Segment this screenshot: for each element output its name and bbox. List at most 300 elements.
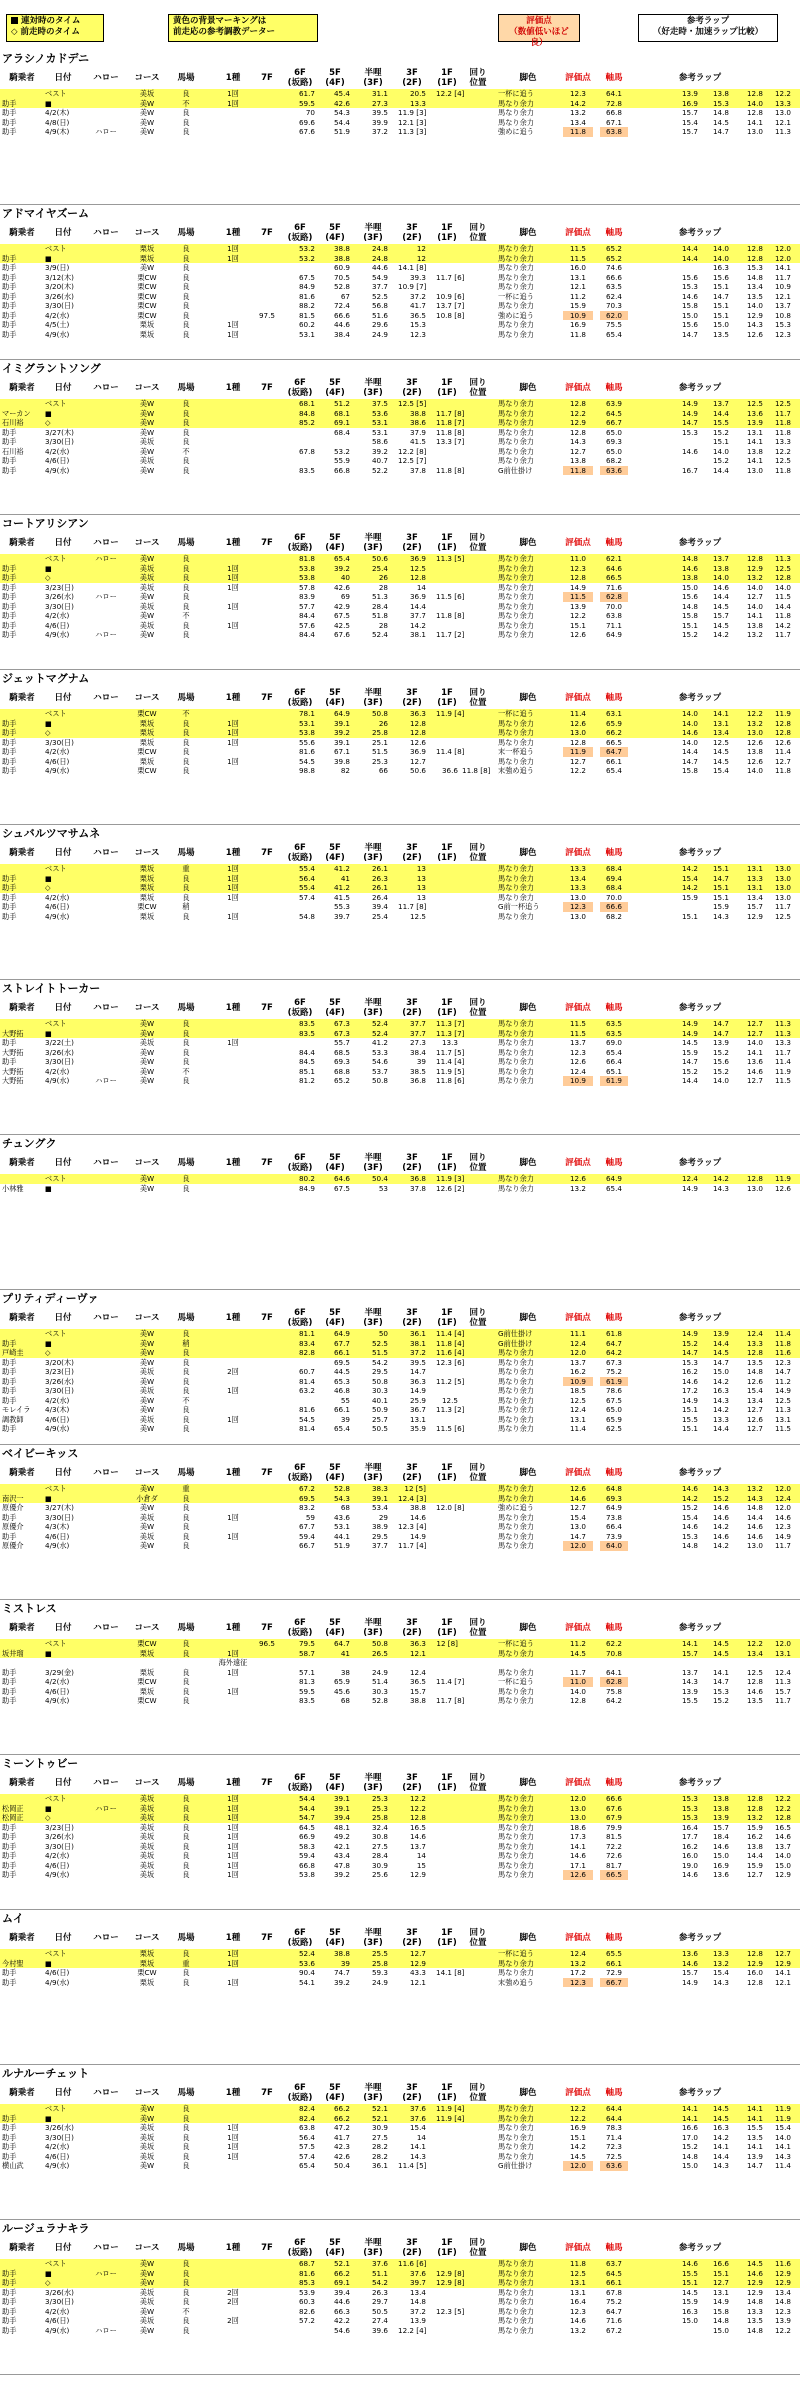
cell-lap3: 14.6 bbox=[746, 2268, 763, 2278]
col-pos-b: 位置 bbox=[469, 1318, 487, 1328]
cell-lap1: 14.0 bbox=[681, 737, 698, 747]
cell-f3: 12.4 [3] bbox=[398, 1493, 427, 1503]
cell-halfmile: 27.5 bbox=[371, 1841, 388, 1851]
cell-lap2: 14.5 bbox=[712, 747, 729, 756]
cell-foot: 馬なり余力 bbox=[498, 592, 534, 601]
cell-lap3: 13.8 bbox=[746, 1841, 763, 1851]
cell-eval: 11.8 bbox=[563, 466, 593, 476]
cell-jiku: 72.8 bbox=[605, 98, 622, 108]
workout-row bbox=[0, 1959, 800, 1969]
cell-foot: 馬なり余力 bbox=[498, 1424, 534, 1433]
cell-foot: 馬なり余力 bbox=[498, 911, 534, 921]
col-5f bbox=[320, 1153, 350, 1173]
cell-jockey: 大野拓 bbox=[2, 1066, 24, 1076]
cell-eval: 16.2 bbox=[569, 1367, 586, 1376]
cell-lap2: 14.3 bbox=[712, 1395, 729, 1405]
cell-lap3: 14.0 bbox=[746, 1038, 763, 1047]
cell-eval: 12.2 bbox=[569, 2104, 586, 2113]
col-jockey: 騎乗者 bbox=[9, 2243, 35, 2253]
cell-f3: 41.5 bbox=[409, 437, 426, 446]
cell-lap2: 14.3 bbox=[712, 1484, 729, 1493]
cell-course: 栗坂 bbox=[139, 1958, 155, 1968]
legend-note-line2: 前走応の参考調教データー bbox=[173, 27, 276, 37]
cell-jockey: 助手 bbox=[2, 1696, 17, 1705]
cell-baba: 重 bbox=[182, 864, 190, 873]
cell-course: 美W bbox=[139, 399, 155, 408]
cell-baba: 良 bbox=[182, 2325, 190, 2335]
col-jiku: 軸馬 bbox=[605, 2243, 623, 2253]
cell-f5: 65.4 bbox=[333, 554, 350, 563]
col-pos-a: 回り bbox=[469, 68, 487, 78]
col-5f-a: 5F bbox=[329, 1308, 341, 1318]
workout-row bbox=[0, 1029, 800, 1039]
cell-lap3: 13.5 bbox=[746, 2132, 763, 2142]
col-pos-a: 回り bbox=[469, 223, 487, 233]
cell-f5: 68.1 bbox=[333, 408, 350, 418]
cell-one-h: 2回 bbox=[227, 2287, 239, 2297]
cell-lap4: 12.1 bbox=[774, 117, 791, 127]
cell-lap2: 14.2 bbox=[712, 1174, 729, 1183]
cell-lap1: 14.8 bbox=[681, 601, 698, 611]
workout-row bbox=[0, 2269, 800, 2279]
column-header bbox=[0, 377, 800, 399]
cell-lap1: 14.1 bbox=[681, 1639, 698, 1648]
cell-course: 美W bbox=[139, 1357, 155, 1367]
cell-lap1: 14.7 bbox=[681, 1348, 698, 1357]
cell-hurdle: ハロー bbox=[95, 1803, 117, 1813]
cell-eval: 12.0 bbox=[563, 1541, 593, 1551]
cell-course: 美W bbox=[139, 1076, 155, 1085]
cell-halfmile: 37.7 bbox=[371, 282, 388, 291]
cell-foot: 馬なり余力 bbox=[498, 2325, 534, 2335]
horse-name: ルージュラナキラ bbox=[2, 2222, 90, 2235]
col-1h: 1種 bbox=[225, 73, 241, 83]
horse-block-4 bbox=[0, 515, 800, 670]
cell-f6: 59.5 bbox=[298, 1686, 315, 1696]
cell-f3: 37.8 bbox=[409, 1183, 426, 1193]
cell-halfmile: 56.8 bbox=[371, 301, 388, 310]
cell-f5: 45.4 bbox=[333, 89, 350, 98]
horse-name: ベイビーキッス bbox=[2, 1447, 79, 1460]
cell-course: 美坂 bbox=[139, 582, 155, 592]
col-eval: 評価点 bbox=[565, 1158, 591, 1168]
cell-f6: 83.5 bbox=[298, 465, 315, 475]
col-baba: 馬場 bbox=[177, 848, 195, 858]
col-6f-a: 6F bbox=[294, 2238, 306, 2248]
col-3f-b: (2F) bbox=[402, 1473, 422, 1483]
cell-halfmile: 40.1 bbox=[371, 1395, 388, 1405]
cell-lap4: 14.6 bbox=[774, 1832, 791, 1841]
cell-jockey: 助手 bbox=[2, 320, 17, 329]
cell-lap1: 15.2 bbox=[681, 2142, 698, 2151]
cell-f3: 10.9 [7] bbox=[398, 282, 427, 291]
cell-lap1: 14.6 bbox=[681, 563, 698, 573]
cell-f3: 37.9 bbox=[409, 427, 426, 437]
workout-row bbox=[0, 330, 800, 340]
cell-f6: 68.7 bbox=[298, 2259, 315, 2268]
cell-f6: 83.9 bbox=[298, 592, 315, 601]
cell-lap3: 14.4 bbox=[746, 1851, 763, 1860]
cell-jiku: 63.6 bbox=[600, 466, 628, 476]
cell-foot: 馬なり余力 bbox=[498, 1832, 534, 1841]
cell-lap2: 14.6 bbox=[712, 1512, 729, 1522]
cell-jiku: 66.6 bbox=[600, 902, 628, 912]
cell-course: 栗坂 bbox=[139, 1648, 155, 1658]
cell-jiku: 75.5 bbox=[605, 320, 622, 329]
col-5f-b: (4F) bbox=[325, 78, 345, 88]
cell-date: ベスト bbox=[45, 1949, 67, 1958]
cell-lap4: 11.8 bbox=[774, 427, 791, 437]
cell-f1: 12.2 [4] bbox=[436, 89, 465, 98]
col-pos-b: 位置 bbox=[469, 2248, 487, 2258]
cell-lap1: 15.6 bbox=[681, 592, 698, 601]
cell-date: ベスト bbox=[45, 554, 67, 563]
cell-baba: 良 bbox=[182, 554, 190, 563]
cell-course: 美W bbox=[139, 1405, 155, 1414]
cell-f6: 53.8 bbox=[298, 563, 315, 573]
cell-jockey: 助手 bbox=[2, 630, 17, 639]
cell-f5: 64.7 bbox=[333, 1639, 350, 1648]
cell-lap2: 15.1 bbox=[712, 301, 729, 310]
cell-jockey: 助手 bbox=[2, 902, 17, 911]
cell-eval: 12.3 bbox=[569, 1047, 586, 1057]
cell-f1: 11.3 [7] bbox=[436, 1019, 465, 1028]
cell-course: 美W bbox=[139, 611, 155, 620]
cell-lap2: 14.4 bbox=[712, 1338, 729, 1348]
col-6f-a: 6F bbox=[294, 378, 306, 388]
cell-f6: 57.7 bbox=[298, 601, 315, 611]
cell-f6: 59.5 bbox=[298, 98, 315, 108]
cell-halfmile: 52.5 bbox=[371, 291, 388, 301]
cell-f6: 53.8 bbox=[298, 573, 315, 582]
cell-f3: 15.3 bbox=[409, 320, 426, 329]
cell-course: 栗坂 bbox=[139, 873, 155, 883]
cell-one-h: 1回 bbox=[227, 2123, 239, 2132]
cell-date: ◇ bbox=[45, 573, 51, 582]
cell-lap1: 16.3 bbox=[681, 2306, 698, 2316]
cell-halfmile: 40.7 bbox=[371, 456, 388, 465]
cell-lap4: 12.7 bbox=[774, 756, 791, 766]
cell-baba: 良 bbox=[182, 1522, 190, 1531]
cell-jockey: 助手 bbox=[2, 563, 17, 573]
cell-date: 4/9(水) bbox=[45, 911, 70, 921]
cell-lap3: 12.8 bbox=[746, 1677, 763, 1686]
legend-lap-line1: 参考ラップ bbox=[686, 16, 730, 26]
cell-lap1: 16.9 bbox=[681, 98, 698, 108]
cell-jiku: 65.0 bbox=[605, 1405, 622, 1414]
cell-f5: 54.6 bbox=[333, 2325, 350, 2335]
col-jockey: 騎乗者 bbox=[9, 2088, 35, 2098]
workout-row bbox=[0, 728, 800, 738]
cell-halfmile: 27.5 bbox=[371, 2132, 388, 2142]
cell-jiku: 68.4 bbox=[605, 883, 622, 892]
cell-lap4: 12.2 bbox=[774, 1794, 791, 1803]
cell-foot: 馬なり余力 bbox=[498, 282, 534, 291]
col-6f-b: (坂路) bbox=[287, 853, 313, 863]
col-1f-a: 1F bbox=[441, 68, 453, 78]
workout-row bbox=[0, 1067, 800, 1077]
cell-eval: 15.9 bbox=[569, 301, 586, 310]
cell-jiku: 66.7 bbox=[605, 418, 622, 427]
col-1f-a: 1F bbox=[441, 1928, 453, 1938]
cell-course: 美W bbox=[139, 1338, 155, 1348]
cell-f5: 69.3 bbox=[333, 1057, 350, 1066]
col-5f bbox=[320, 1773, 350, 1793]
cell-eval: 13.0 bbox=[569, 1813, 586, 1822]
col-5f bbox=[320, 843, 350, 863]
cell-jiku: 81.5 bbox=[605, 1832, 622, 1841]
col-7f: 7F bbox=[261, 1933, 273, 1943]
cell-jockey: 助手 bbox=[2, 2132, 17, 2142]
cell-baba: 良 bbox=[182, 408, 190, 418]
cell-halfmile: 30.9 bbox=[371, 1860, 388, 1870]
cell-halfmile: 54.2 bbox=[371, 2278, 388, 2287]
col-pos bbox=[462, 1618, 494, 1638]
col-foot: 脚色 bbox=[519, 538, 537, 548]
cell-course: 美W bbox=[139, 1503, 155, 1512]
cell-f3: 39 bbox=[416, 1057, 426, 1066]
cell-f5: 74.7 bbox=[333, 1968, 350, 1977]
col-5f-a: 5F bbox=[329, 1773, 341, 1783]
col-baba: 馬場 bbox=[177, 228, 195, 238]
cell-lap3: 12.9 bbox=[746, 1958, 763, 1968]
cell-foot: 馬なり余力 bbox=[498, 98, 534, 108]
col-3f bbox=[398, 1308, 426, 1328]
col-halfmile bbox=[358, 533, 388, 553]
cell-lap3: 13.9 bbox=[746, 2151, 763, 2161]
cell-halfmile: 24.9 bbox=[371, 1977, 388, 1987]
cell-lap2: 14.2 bbox=[712, 1522, 729, 1531]
horse-name: シュバルツマサムネ bbox=[2, 827, 101, 840]
cell-jiku: 75.2 bbox=[605, 1367, 622, 1376]
cell-jiku: 74.6 bbox=[605, 263, 622, 272]
cell-f3: 12.1 bbox=[409, 1977, 426, 1987]
cell-course: 美W bbox=[139, 1395, 155, 1405]
cell-course: 美坂 bbox=[139, 1841, 155, 1851]
col-6f bbox=[285, 378, 315, 398]
col-date: 日付 bbox=[54, 848, 72, 858]
cell-f3: 36.3 bbox=[409, 1639, 426, 1648]
cell-halfmile: 53.1 bbox=[371, 427, 388, 437]
cell-lap1: 15.2 bbox=[681, 630, 698, 639]
col-1h: 1種 bbox=[225, 538, 241, 548]
cell-date: ベスト bbox=[45, 1019, 67, 1028]
cell-foot: 馬なり余力 bbox=[498, 1376, 534, 1386]
cell-foot: 馬なり余力 bbox=[498, 2259, 534, 2268]
cell-lap2: 15.2 bbox=[712, 456, 729, 465]
cell-f5: 38.8 bbox=[333, 244, 350, 253]
col-hurdle: ハロー bbox=[93, 228, 119, 238]
col-pos-a: 回り bbox=[469, 688, 487, 698]
cell-date: 3/30(日) bbox=[45, 301, 74, 310]
cell-f6: 69.6 bbox=[298, 117, 315, 127]
cell-f3: 12.8 bbox=[409, 1813, 426, 1822]
cell-foot: 馬なり余力 bbox=[498, 1522, 534, 1531]
cell-f3: 12.8 bbox=[409, 728, 426, 737]
cell-jockey: 助手 bbox=[2, 437, 17, 446]
workout-row bbox=[0, 428, 800, 438]
cell-jiku: 63.5 bbox=[605, 1019, 622, 1028]
cell-foot: 強めに追う bbox=[498, 310, 534, 320]
cell-f3: 11.3 [3] bbox=[398, 127, 427, 136]
col-5f bbox=[320, 1463, 350, 1483]
col-7f: 7F bbox=[261, 2243, 273, 2253]
col-pos bbox=[462, 998, 494, 1018]
cell-course: 美坂 bbox=[139, 1414, 155, 1424]
cell-f1: 36.6 bbox=[441, 766, 458, 775]
cell-date: 4/9(水) bbox=[45, 630, 70, 639]
cell-jockey: 助手 bbox=[2, 2268, 17, 2278]
col-hurdle: ハロー bbox=[93, 1468, 119, 1478]
cell-lap2: 14.0 bbox=[712, 253, 729, 263]
cell-halfmile: 54.6 bbox=[371, 1057, 388, 1066]
cell-f5: 39.1 bbox=[333, 1794, 350, 1803]
col-course: コース bbox=[134, 1158, 160, 1168]
cell-f1: 11.5 [6] bbox=[436, 592, 465, 601]
cell-f3: 14.9 bbox=[409, 1531, 426, 1541]
cell-halfmile: 26.5 bbox=[371, 1648, 388, 1658]
cell-lap3: 12.8 bbox=[746, 89, 763, 98]
workout-rows bbox=[0, 244, 800, 339]
col-5f-a: 5F bbox=[329, 533, 341, 543]
col-3f bbox=[398, 1928, 426, 1948]
cell-lap4: 12.0 bbox=[774, 244, 791, 253]
cell-lap1: 13.6 bbox=[681, 1949, 698, 1958]
cell-eval: 14.9 bbox=[569, 582, 586, 592]
col-course: コース bbox=[134, 1778, 160, 1788]
col-5f-a: 5F bbox=[329, 2238, 341, 2248]
cell-one-h: 1回 bbox=[227, 573, 239, 582]
cell-lap4: 14.3 bbox=[774, 2151, 791, 2161]
col-1f bbox=[436, 1928, 458, 1948]
col-jiku: 軸馬 bbox=[605, 1468, 623, 1478]
cell-f3: 12 [5] bbox=[404, 1484, 426, 1493]
cell-lap4: 11.3 bbox=[774, 554, 791, 563]
col-7f: 7F bbox=[261, 1623, 273, 1633]
col-1h: 1種 bbox=[225, 1933, 241, 1943]
col-hm-b: (3F) bbox=[363, 853, 383, 863]
cell-eval: 18.5 bbox=[569, 1386, 586, 1395]
cell-f7: 97.5 bbox=[258, 310, 275, 320]
workout-row bbox=[0, 1076, 800, 1086]
col-pos-b: 位置 bbox=[469, 388, 487, 398]
col-date: 日付 bbox=[54, 383, 72, 393]
cell-eval: 13.0 bbox=[569, 1522, 586, 1531]
cell-one-h: 2回 bbox=[227, 2297, 239, 2306]
cell-lap4: 14.4 bbox=[774, 601, 791, 611]
col-7f: 7F bbox=[261, 1158, 273, 1168]
cell-eval: 13.4 bbox=[569, 117, 586, 127]
col-1f-a: 1F bbox=[441, 533, 453, 543]
cell-lap3: 16.0 bbox=[746, 1968, 763, 1977]
cell-eval: 13.7 bbox=[569, 1038, 586, 1047]
cell-jockey: 大野拓 bbox=[2, 1047, 24, 1057]
col-course: コース bbox=[134, 1313, 160, 1323]
col-3f-b: (2F) bbox=[402, 233, 422, 243]
cell-halfmile: 50.5 bbox=[371, 2306, 388, 2316]
cell-foot: 馬なり余力 bbox=[498, 611, 534, 620]
horse-name: ジェットマグナム bbox=[2, 672, 90, 685]
cell-foot: 馬なり余力 bbox=[498, 418, 534, 427]
cell-one-h: 1回 bbox=[227, 1949, 239, 1958]
col-hm-a: 半哩 bbox=[364, 1153, 382, 1163]
cell-lap1: 15.5 bbox=[681, 1414, 698, 1424]
col-1f-a: 1F bbox=[441, 223, 453, 233]
cell-lap1: 14.6 bbox=[681, 1484, 698, 1493]
cell-f5: 47.8 bbox=[333, 1860, 350, 1870]
cell-halfmile: 53.3 bbox=[371, 1047, 388, 1057]
cell-f6: 53.2 bbox=[298, 244, 315, 253]
col-6f bbox=[285, 2238, 315, 2258]
cell-lap3: 12.7 bbox=[746, 1870, 763, 1879]
col-1f-a: 1F bbox=[441, 1773, 453, 1783]
cell-halfmile: 24.9 bbox=[371, 329, 388, 339]
cell-f3: 37.6 bbox=[409, 2268, 426, 2278]
cell-f3: 20.5 bbox=[409, 89, 426, 98]
horse-block-1 bbox=[0, 50, 800, 205]
cell-course: 美W bbox=[139, 2278, 155, 2287]
cell-foot: 馬なり余力 bbox=[498, 446, 534, 456]
cell-foot: 馬なり余力 bbox=[498, 601, 534, 611]
cell-eval: 14.2 bbox=[569, 2142, 586, 2151]
cell-eval: 13.0 bbox=[569, 892, 586, 902]
cell-f6: 66.9 bbox=[298, 1832, 315, 1841]
cell-f5: 38.4 bbox=[333, 329, 350, 339]
cell-date: ベスト bbox=[45, 244, 67, 253]
cell-lap2: 14.5 bbox=[712, 620, 729, 630]
cell-f1: 11.9 [4] bbox=[436, 2113, 465, 2123]
workout-row bbox=[0, 2259, 800, 2269]
cell-one-h: 1回 bbox=[227, 892, 239, 902]
cell-course: 美坂 bbox=[139, 1803, 155, 1813]
cell-f5: 42.5 bbox=[333, 620, 350, 630]
col-1f-a: 1F bbox=[441, 1618, 453, 1628]
workout-row bbox=[0, 1532, 800, 1542]
cell-jiku: 72.9 bbox=[605, 1968, 622, 1977]
cell-f6: 58.7 bbox=[298, 1648, 315, 1658]
cell-lap2: 14.5 bbox=[712, 2113, 729, 2123]
cell-lap3: 15.3 bbox=[746, 263, 763, 272]
col-jiku: 軸馬 bbox=[605, 1778, 623, 1788]
col-5f-b: (4F) bbox=[325, 853, 345, 863]
cell-eval: 12.3 bbox=[569, 563, 586, 573]
cell-lap1: 14.9 bbox=[681, 1028, 698, 1038]
cell-foot: 馬なり余力 bbox=[498, 1405, 534, 1414]
cell-f3: 13.9 bbox=[409, 2316, 426, 2325]
cell-lap2: 14.7 bbox=[712, 873, 729, 883]
cell-eval: 11.0 bbox=[563, 1677, 593, 1687]
cell-jockey: 助手 bbox=[2, 1860, 17, 1870]
cell-lap2: 13.1 bbox=[712, 2287, 729, 2297]
col-hurdle: ハロー bbox=[93, 538, 119, 548]
cell-jiku: 64.5 bbox=[605, 2268, 622, 2278]
cell-eval: 12.6 bbox=[563, 1870, 593, 1880]
cell-course: 美W bbox=[139, 1484, 155, 1493]
cell-lap3: 14.1 bbox=[746, 117, 763, 127]
cell-lap1: 15.7 bbox=[681, 108, 698, 117]
workout-row bbox=[0, 893, 800, 903]
workout-row bbox=[0, 621, 800, 631]
cell-one-h: 1回 bbox=[227, 620, 239, 630]
col-6f-b: (坂路) bbox=[287, 698, 313, 708]
cell-f5: 53.2 bbox=[333, 446, 350, 456]
col-hurdle: ハロー bbox=[93, 1158, 119, 1168]
cell-baba: 良 bbox=[182, 1424, 190, 1433]
workout-row bbox=[0, 1804, 800, 1814]
cell-f3: 15.4 bbox=[409, 2123, 426, 2132]
col-1h: 1種 bbox=[225, 1468, 241, 1478]
cell-halfmile: 39.2 bbox=[371, 446, 388, 456]
